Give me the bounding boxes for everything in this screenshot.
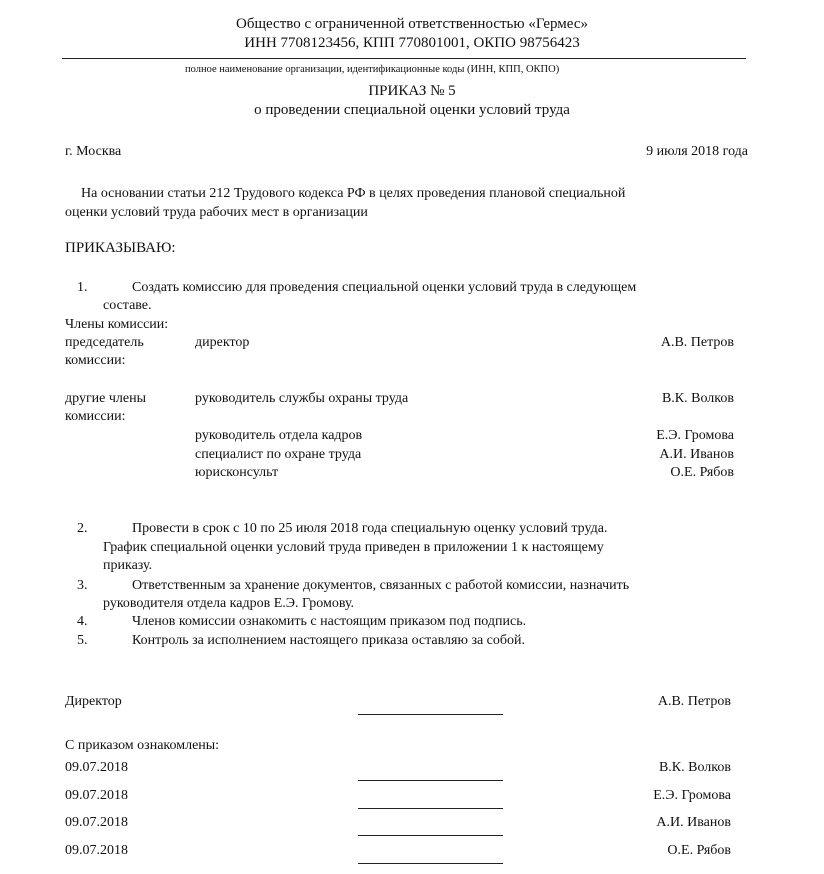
ack-date: 09.07.2018 [65, 843, 128, 858]
chair-label-2: комиссии: [65, 353, 126, 368]
item-3-number: 3. [77, 578, 88, 593]
order-word: ПРИКАЗЫВАЮ: [65, 240, 176, 256]
header-divider [62, 58, 746, 59]
director-label: Директор [65, 694, 122, 709]
item-4-number: 4. [77, 614, 88, 629]
ack-signature-line [358, 780, 503, 781]
item-2-line-1: Провести в срок с 10 по 25 июля 2018 года специальную оценку условий труда. [132, 521, 608, 536]
member-name: О.Е. Рябов [670, 465, 734, 480]
member-position: юрисконсульт [195, 465, 279, 480]
ack-name: В.К. Волков [658, 760, 731, 775]
item-3-line-2: руководителя отдела кадров Е.Э. Громову. [103, 596, 355, 611]
director-name: А.В. Петров [657, 694, 731, 709]
item-1-line-1: Создать комиссию для проведения специальной оценки условий труда в следующем [132, 280, 637, 295]
ack-signature-line [358, 835, 503, 836]
item-2-line-2: График специальной оценки условий труда приведен в приложении 1 к настоящему [103, 540, 604, 555]
ack-signature-line [358, 863, 503, 864]
ack-name: О.Е. Рябов [667, 843, 731, 858]
item-5-line-1: Контроль за исполнением настоящего приказа оставляю за собой. [132, 633, 526, 648]
ack-signature-line [358, 808, 503, 809]
member-position: руководитель службы охраны труда [195, 391, 409, 406]
signature-line [358, 714, 503, 715]
order-subject: о проведении специальной оценки условий труда [254, 102, 570, 118]
chair-position: директор [195, 335, 250, 350]
chair-name: А.В. Петров [660, 335, 734, 350]
item-1-number: 1. [77, 280, 88, 295]
ack-date: 09.07.2018 [65, 760, 128, 775]
order-date: 9 июля 2018 года [646, 144, 748, 159]
acknowledged-heading: С приказом ознакомлены: [65, 738, 220, 753]
org-name: Общество с ограниченной ответственностью «Гермес» [236, 16, 588, 32]
commission-heading: Члены комиссии: [65, 317, 169, 332]
ack-name: А.И. Иванов [656, 815, 731, 830]
member-position: специалист по охране труда [195, 447, 362, 462]
ack-date: 09.07.2018 [65, 815, 128, 830]
chair-label-1: председатель [65, 335, 144, 350]
item-3-line-1: Ответственным за хранение документов, связанных с работой комиссии, назначить [132, 578, 630, 593]
ack-date: 09.07.2018 [65, 788, 128, 803]
ack-name: Е.Э. Громова [653, 788, 731, 803]
preamble-line-1: На основании статьи 212 Трудового кодекса РФ в целях проведения плановой специальной [81, 186, 626, 201]
member-name: В.К. Волков [661, 391, 734, 406]
org-codes: ИНН 7708123456, КПП 770801001, ОКПО 98756423 [244, 35, 580, 51]
header-caption: полное наименование организации, идентификационные коды (ИНН, КПП, ОКПО) [185, 64, 560, 75]
item-4-line-1: Членов комиссии ознакомить с настоящим приказом под подпись. [132, 614, 527, 629]
place: г. Москва [65, 144, 122, 159]
member-name: Е.Э. Громова [656, 428, 734, 443]
others-label-1: другие члены [65, 391, 147, 406]
preamble-line-2: оценки условий труда рабочих мест в организации [65, 205, 368, 220]
member-name: А.И. Иванов [659, 447, 734, 462]
member-position: руководитель отдела кадров [195, 428, 363, 443]
item-2-number: 2. [77, 521, 88, 536]
item-5-number: 5. [77, 633, 88, 648]
item-1-line-2: составе. [103, 298, 152, 313]
order-title: ПРИКАЗ № 5 [368, 83, 456, 99]
item-2-line-3: приказу. [103, 558, 153, 573]
others-label-2: комиссии: [65, 409, 126, 424]
